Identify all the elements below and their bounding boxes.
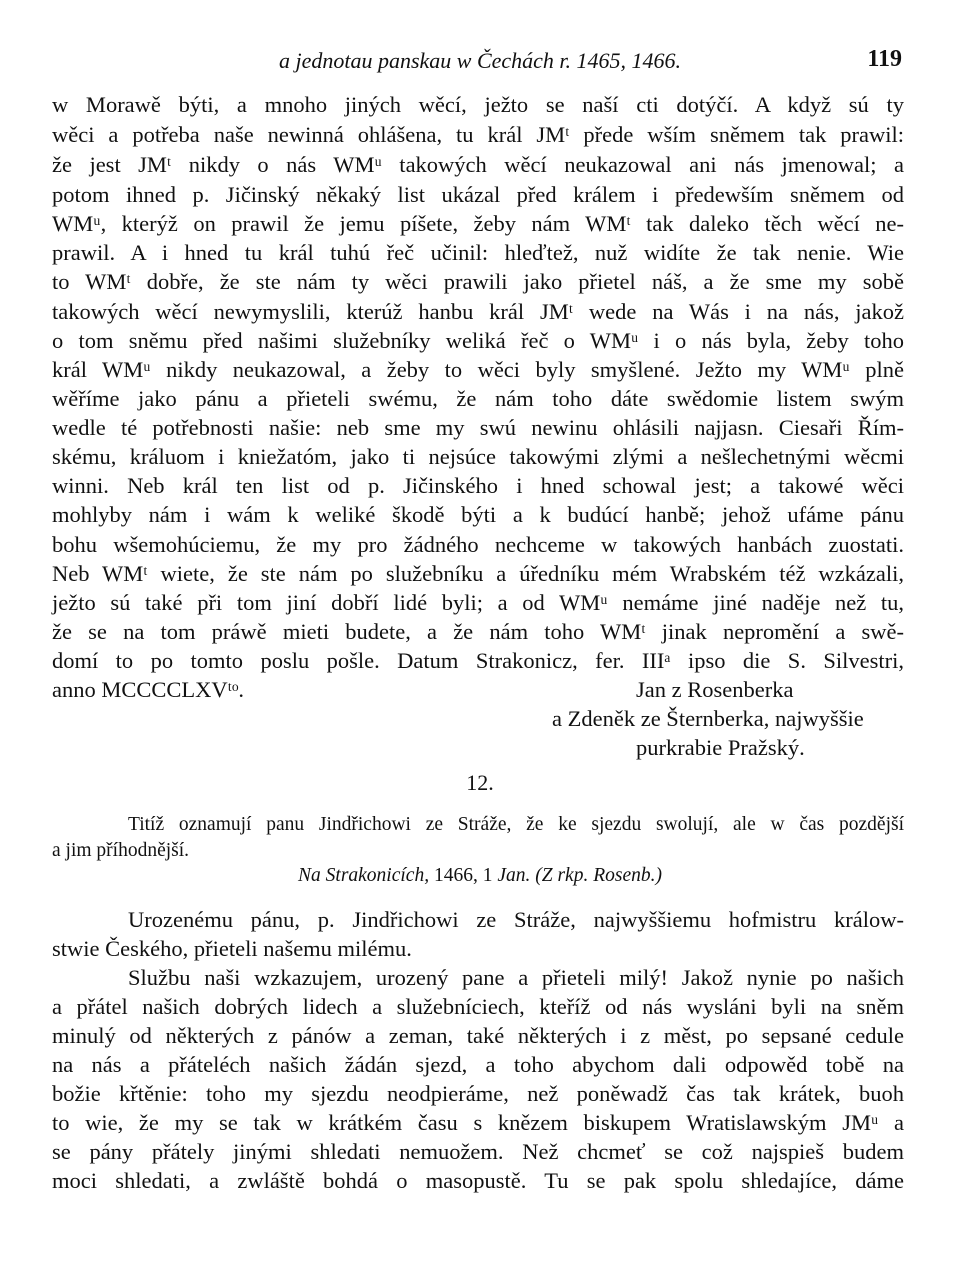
signature-line: purkrabie Pražský.	[636, 735, 805, 760]
text-line: že jest JMᵗ nikdy o nás WMᵘ takowých wěcí neukazowal ani nás jmenowal; a	[52, 152, 904, 177]
text-line: bohu wšemohúciemu, že my pro žádného nechceme w takowých hanbách zuostati.	[52, 532, 904, 557]
text-line: wedle té potřebnosti našie: neb sme my swú newinu ohlásili najjasn. Ciesaři Řím-	[52, 415, 904, 440]
text-line: w Morawě býti, a mnoho jiných wěcí, ježto se naší cti dotýčí. A když sú ty	[52, 92, 904, 117]
text-line: se pány přátely jinými shledati nemuožem. Než chcmeť se což najspieš budem	[52, 1139, 904, 1164]
text-line: to WMᵗ dobře, že ste nám ty wěci prawili jako přietel náš, a že sme my sobě	[52, 269, 904, 294]
text-line: minulý od některých z pánów a zeman, také některých i z měst, po sepsané cedule	[52, 1023, 904, 1048]
text-line: že se na tom práwě mieti budete, a že nám toho WMᵗ jinak nepromění a swě-	[52, 619, 904, 644]
text-line: božie křtěnie: toho my sjezdu neodpieráme, než poněwadž čas tak krátek, buoh	[52, 1081, 904, 1106]
text-line: wěříme jako pánu a přieteli swému, že nám toho dáte swědomie listem swým	[52, 386, 904, 411]
text-line: mohlyby nám i wám k weliké škodě býti a k budúcí hanbě; jehož ufáme pánu	[52, 502, 904, 527]
signature-line: a Zdeněk ze Šternberka, najwyššie	[552, 706, 864, 731]
text-line: Neb WMᵗ wiete, že ste nám po služebníku a úředníku mém Wrabském též wzkázali,	[52, 561, 904, 586]
source-date: 1466, 1	[429, 865, 498, 886]
text-line: prawil. A i hned tu král tuhú řeč učinil: hleďtež, nuž widíte že tak nenie. Wie	[52, 240, 904, 265]
text-line: to wie, že my se tak w krátkém času s knězem biskupem Wratislawským JMᵘ a	[52, 1110, 904, 1135]
regest-line: a jim příhodnější.	[52, 840, 190, 861]
text-line: o tom sněmu před našimi služebníky weliká řeč o WMᵘ i o nás byla, žeby toho	[52, 328, 904, 353]
text-line-dating: anno MCCCCLXVᵗᵒ.	[52, 677, 245, 702]
text-line: stwie Českého, přieteli našemu milému.	[52, 936, 412, 961]
text-line: WMᵘ, kterýž on prawil že jemu píšete, žeby nám WMᵗ tak daleko těch wěcí ne-	[52, 211, 904, 236]
source-month: Jan.	[497, 865, 531, 886]
text-line: takowých wěcí newymyslili, kterúž hanbu král JMᵗ wede na Wás i na nás, jakož	[52, 299, 904, 324]
text-line: potom ihned p. Jičinský někaký list ukázal před králem i předewším sněmem od	[52, 182, 904, 207]
source-line	[0, 865, 960, 887]
source-place: Na Strakonicích,	[298, 865, 430, 886]
text-line: Službu naši wzkazujem, urozený pane a přieteli milý! Jakož nynie po našich	[128, 965, 904, 990]
text-line: winni. Neb král ten list od p. Jičinského i hned schowal jest; a takowé wěci	[52, 473, 904, 498]
text-line: domí to po tomto poslu pošle. Datum Strakonicz, fer. IIIᵃ ipso die S. Silvestri,	[52, 648, 904, 673]
running-title: a jednotau panskau w Čechách r. 1465, 1466.	[278, 48, 682, 73]
text-line: wěci a potřeba naše newinná ohlášena, tu král JMᵗ přede wším sněmem tak prawil:	[52, 122, 904, 147]
text-line: král WMᵘ nikdy neukazowal, a žeby to wěci byly smyšlené. Ježto my WMᵘ plně	[52, 357, 904, 382]
text-line: na nás a přáteléch našich žádán sjezd, a toho abychom dali odpowěd tobě na	[52, 1052, 904, 1077]
text-line: skému, králuom i kniežatóm, jako ti nejsúce takowými zlými a nešlechetnými wěcmi	[52, 444, 904, 469]
text-line: moci shledati, a zwláště bohdá o masopustě. Tu se pak spolu shledajíce, dáme	[52, 1168, 904, 1193]
page-header	[0, 40, 960, 80]
signature-line: Jan z Rosenberka	[636, 677, 794, 702]
text-line: Urozenému pánu, p. Jindřichowi ze Stráže, najwyššiemu hofmistru králow-	[128, 907, 904, 932]
text-line: a přátel našich dobrých lidech a služebníciech, kteříž od nás wysláni byli na sněm	[52, 994, 904, 1019]
source-reference: (Z rkp. Rosenb.)	[535, 865, 662, 886]
regest-line: Titíž oznamují panu Jindřichowi ze Stráže, že ke sjezdu swolují, ale w čas pozdější	[128, 814, 904, 835]
document-number: 12.	[466, 770, 494, 795]
page-number: 119	[867, 46, 902, 72]
text-line: ježto sú také při tom jiní dobří lidé byli; a od WMᵘ nemáme jiné naděje než tu,	[52, 590, 904, 615]
